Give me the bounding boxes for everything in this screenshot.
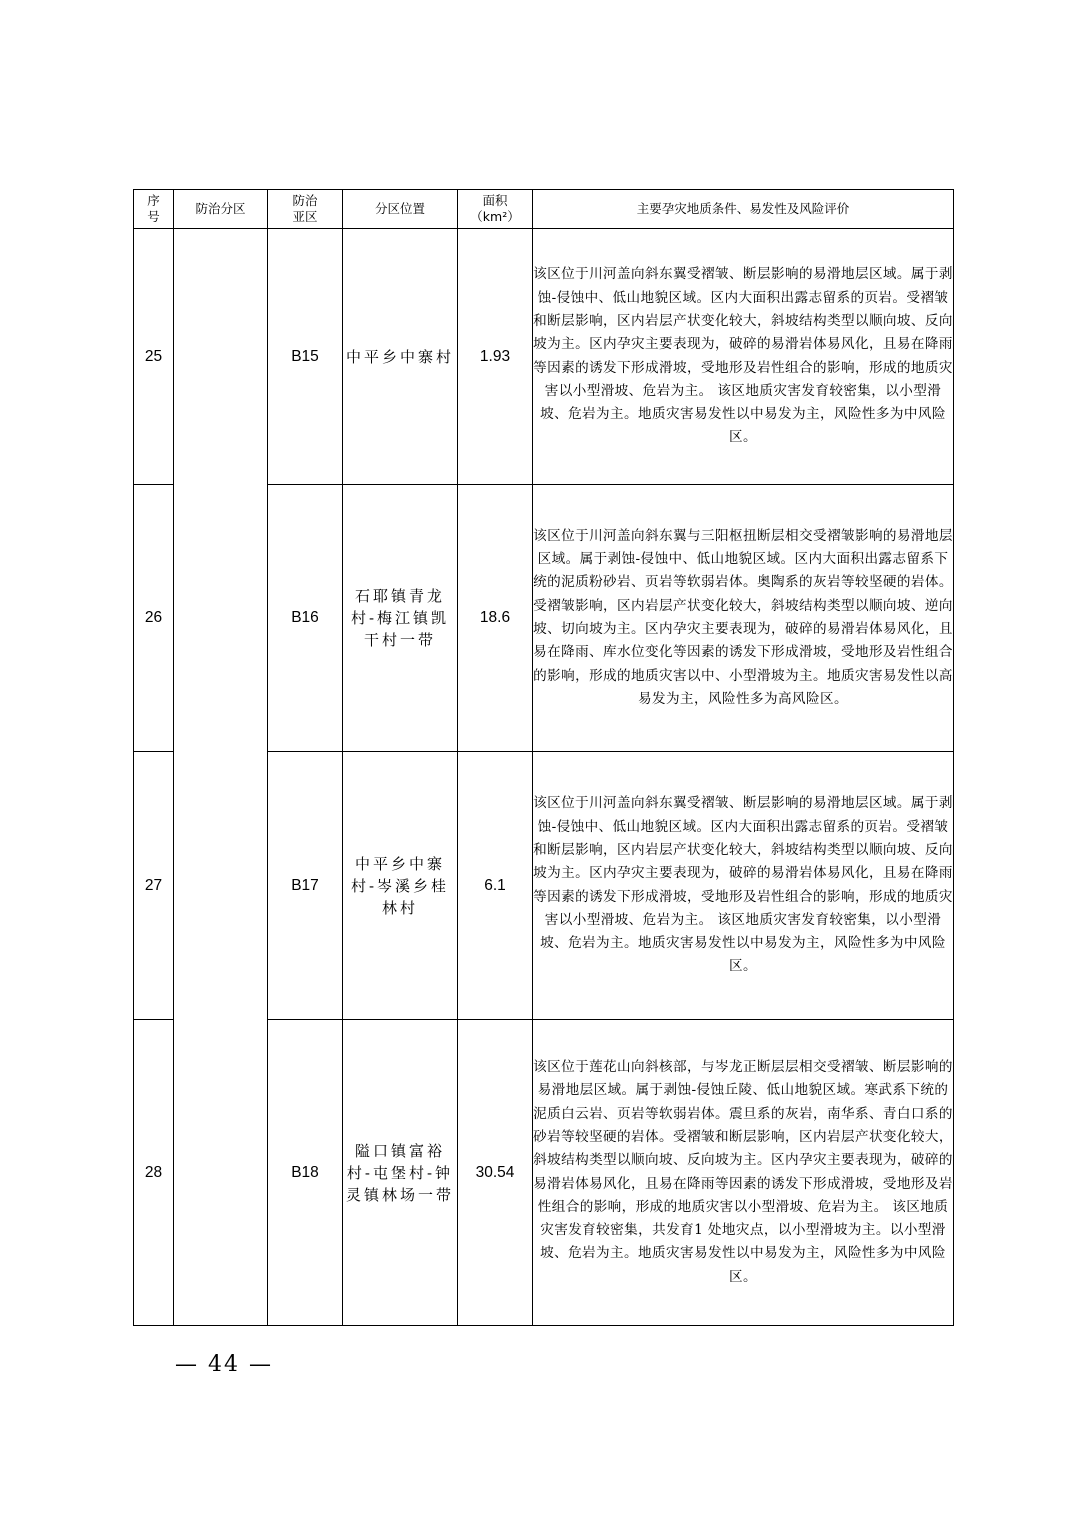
row-seq: 28 xyxy=(134,1020,174,1326)
header-area: 面积 （km²） xyxy=(458,190,533,229)
row-area: 6.1 xyxy=(458,752,533,1020)
header-subzone: 防治 亚区 xyxy=(268,190,343,229)
row-area: 30.54 xyxy=(458,1020,533,1326)
row-seq: 25 xyxy=(134,229,174,485)
row-description: 该区位于川河盖向斜东翼受褶皱、断层影响的易滑地层区域。属于剥蚀-侵蚀中、低山地貌区域。区内大面积出露志留系的页岩。受褶皱和断层影响，区内岩层产状变化较大，斜坡结构类型以顺向坡、反向坡为主。区内孕灾主要表现为，破碎的易滑岩体易风化，且易在降雨等因素的诱发下形成滑坡，受地形及岩性组合的影响，形成的地质灾害以小型滑坡、危岩为主。 该区地质灾害发育较密集，以小型滑坡、危岩为主。地质灾害易发性以中易发为主，风险性多为中风险区。 xyxy=(533,229,954,485)
row-seq: 27 xyxy=(134,752,174,1020)
header-zone: 防治分区 xyxy=(174,190,268,229)
row-location: 中平乡中寨村-岑溪乡桂林村 xyxy=(343,752,458,1020)
row-subzone: B18 xyxy=(268,1020,343,1326)
row-description: 该区位于莲花山向斜核部，与岑龙正断层层相交受褶皱、断层影响的易滑地层区域。属于剥蚀-侵蚀丘陵、低山地貌区域。寒武系下统的泥质白云岩、页岩等软弱岩体。震旦系的灰岩，南华系、青白口系的砂岩等较坚硬的岩体。受褶皱和断层影响，区内岩层产状变化较大，斜坡结构类型以顺向坡、反向坡为主。区内孕灾主要表现为，破碎的易滑岩体易风化，且易在降雨等因素的诱发下形成滑坡，受地形及岩性组合的影响，形成的地质灾害以小型滑坡、危岩为主。 该区地质灾害发育较密集，共发育1 处地灾点，以小型滑坡为主。以小型滑坡、危岩为主。地质灾害易发性以中易发为主，风险性多为中风险区。 xyxy=(533,1020,954,1326)
row-location: 石耶镇青龙村-梅江镇凯干村一带 xyxy=(343,485,458,752)
page-number: — 44 — xyxy=(175,1352,273,1377)
row-subzone: B17 xyxy=(268,752,343,1020)
header-row xyxy=(134,190,954,229)
table-row xyxy=(134,229,954,485)
row-location: 隘口镇富裕村-屯堡村-钟灵镇林场一带 xyxy=(343,1020,458,1326)
row-area: 18.6 xyxy=(458,485,533,752)
row-area: 1.93 xyxy=(458,229,533,485)
header-seq: 序 号 xyxy=(134,190,174,229)
row-subzone: B16 xyxy=(268,485,343,752)
row-seq: 26 xyxy=(134,485,174,752)
header-location: 分区位置 xyxy=(343,190,458,229)
zoning-table xyxy=(133,189,954,1326)
row-description: 该区位于川河盖向斜东翼受褶皱、断层影响的易滑地层区域。属于剥蚀-侵蚀中、低山地貌区域。区内大面积出露志留系的页岩。受褶皱和断层影响，区内岩层产状变化较大，斜坡结构类型以顺向坡、反向坡为主。区内孕灾主要表现为，破碎的易滑岩体易风化，且易在降雨等因素的诱发下形成滑坡，受地形及岩性组合的影响，形成的地质灾害以小型滑坡、危岩为主。 该区地质灾害发育较密集，以小型滑坡、危岩为主。地质灾害易发性以中易发为主，风险性多为中风险区。 xyxy=(533,752,954,1020)
header-evaluation: 主要孕灾地质条件、易发性及风险评价 xyxy=(533,190,954,229)
row-location: 中平乡中寨村 xyxy=(343,229,458,485)
row-description: 该区位于川河盖向斜东翼与三阳枢扭断层相交受褶皱影响的易滑地层区域。属于剥蚀-侵蚀中、低山地貌区域。区内大面积出露志留系下统的泥质粉砂岩、页岩等软弱岩体。奥陶系的灰岩等较坚硬的岩体。受褶皱影响，区内岩层产状变化较大，斜坡结构类型以顺向坡、逆向坡、切向坡为主。区内孕灾主要表现为，破碎的易滑岩体易风化，且易在降雨、库水位变化等因素的诱发下形成滑坡，受地形及岩性组合的影响，形成的地质灾害以中、小型滑坡为主。地质灾害易发性以高易发为主，风险性多为高风险区。 xyxy=(533,485,954,752)
row-subzone: B15 xyxy=(268,229,343,485)
zone-cell xyxy=(174,229,268,1326)
